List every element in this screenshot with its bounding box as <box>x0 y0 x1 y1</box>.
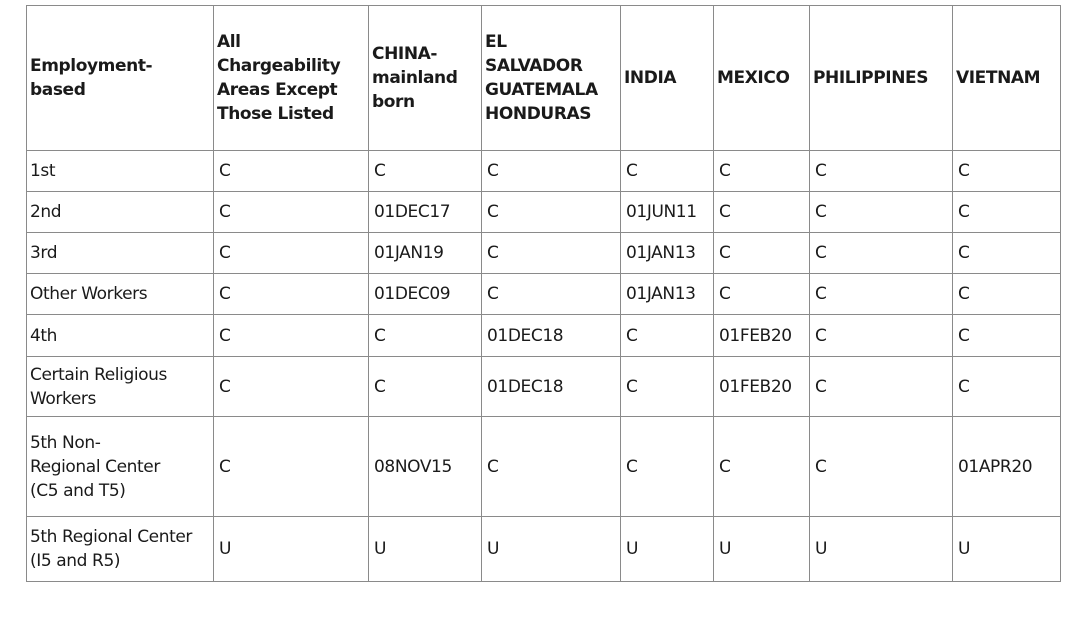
cell-china: C <box>369 315 482 357</box>
header-china: CHINA- mainland born <box>369 6 482 151</box>
header-el-salvador-guatemala-honduras: EL SALVADOR GUATEMALA HONDURAS <box>482 6 621 151</box>
cell-philippines: C <box>810 151 953 192</box>
cell-mexico: C <box>714 274 810 315</box>
cell-philippines: C <box>810 233 953 274</box>
cell-el-salvador: C <box>482 274 621 315</box>
cell-philippines: U <box>810 517 953 582</box>
cell-vietnam: C <box>953 192 1061 233</box>
cell-mexico: 01FEB20 <box>714 357 810 417</box>
cell-vietnam: C <box>953 233 1061 274</box>
cell-mexico: 01FEB20 <box>714 315 810 357</box>
header-all-chargeability: All Chargeability Areas Except Those Listed <box>214 6 369 151</box>
cell-mexico: C <box>714 151 810 192</box>
cell-all-chargeability: C <box>214 151 369 192</box>
table-row <box>27 315 1061 357</box>
cell-india: C <box>621 357 714 417</box>
cell-philippines: C <box>810 315 953 357</box>
cell-mexico: C <box>714 192 810 233</box>
row-category: 1st <box>27 151 214 192</box>
table-row <box>27 517 1061 582</box>
cell-el-salvador: C <box>482 151 621 192</box>
header-philippines: PHILIPPINES <box>810 6 953 151</box>
table-row <box>27 274 1061 315</box>
cell-india: C <box>621 315 714 357</box>
cell-vietnam: C <box>953 357 1061 417</box>
cell-philippines: C <box>810 357 953 417</box>
cell-all-chargeability: C <box>214 274 369 315</box>
header-india: INDIA <box>621 6 714 151</box>
cell-all-chargeability: C <box>214 357 369 417</box>
table-row <box>27 192 1061 233</box>
row-category: 2nd <box>27 192 214 233</box>
cell-china: 01DEC17 <box>369 192 482 233</box>
cell-el-salvador: 01DEC18 <box>482 357 621 417</box>
employment-based-dates-table <box>26 5 1061 582</box>
cell-india: 01JAN13 <box>621 274 714 315</box>
row-category: 5th Regional Center (I5 and R5) <box>27 517 214 582</box>
cell-all-chargeability: C <box>214 233 369 274</box>
cell-india: U <box>621 517 714 582</box>
header-mexico: MEXICO <box>714 6 810 151</box>
cell-el-salvador: C <box>482 192 621 233</box>
cell-china: C <box>369 151 482 192</box>
visa-bulletin-table-container <box>26 5 1061 582</box>
header-row <box>27 6 1061 151</box>
cell-philippines: C <box>810 274 953 315</box>
row-category: 4th <box>27 315 214 357</box>
cell-china: U <box>369 517 482 582</box>
cell-china: 01JAN19 <box>369 233 482 274</box>
cell-all-chargeability: C <box>214 417 369 517</box>
cell-vietnam: 01APR20 <box>953 417 1061 517</box>
cell-mexico: C <box>714 233 810 274</box>
cell-el-salvador: 01DEC18 <box>482 315 621 357</box>
cell-india: C <box>621 417 714 517</box>
cell-vietnam: C <box>953 151 1061 192</box>
cell-vietnam: C <box>953 274 1061 315</box>
cell-india: 01JAN13 <box>621 233 714 274</box>
header-vietnam: VIETNAM <box>953 6 1061 151</box>
cell-vietnam: U <box>953 517 1061 582</box>
cell-el-salvador: C <box>482 233 621 274</box>
table-row <box>27 357 1061 417</box>
table-row <box>27 233 1061 274</box>
cell-philippines: C <box>810 192 953 233</box>
cell-china: 01DEC09 <box>369 274 482 315</box>
row-category: Other Workers <box>27 274 214 315</box>
cell-china: 08NOV15 <box>369 417 482 517</box>
cell-india: 01JUN11 <box>621 192 714 233</box>
cell-vietnam: C <box>953 315 1061 357</box>
cell-philippines: C <box>810 417 953 517</box>
cell-india: C <box>621 151 714 192</box>
cell-el-salvador: C <box>482 417 621 517</box>
cell-china: C <box>369 357 482 417</box>
table-row <box>27 417 1061 517</box>
cell-mexico: U <box>714 517 810 582</box>
cell-mexico: C <box>714 417 810 517</box>
cell-all-chargeability: C <box>214 192 369 233</box>
row-category: 3rd <box>27 233 214 274</box>
cell-el-salvador: U <box>482 517 621 582</box>
cell-all-chargeability: U <box>214 517 369 582</box>
header-employment-based: Employment- based <box>27 6 214 151</box>
row-category: Certain Religious Workers <box>27 357 214 417</box>
cell-all-chargeability: C <box>214 315 369 357</box>
table-row <box>27 151 1061 192</box>
row-category: 5th Non- Regional Center (C5 and T5) <box>27 417 214 517</box>
